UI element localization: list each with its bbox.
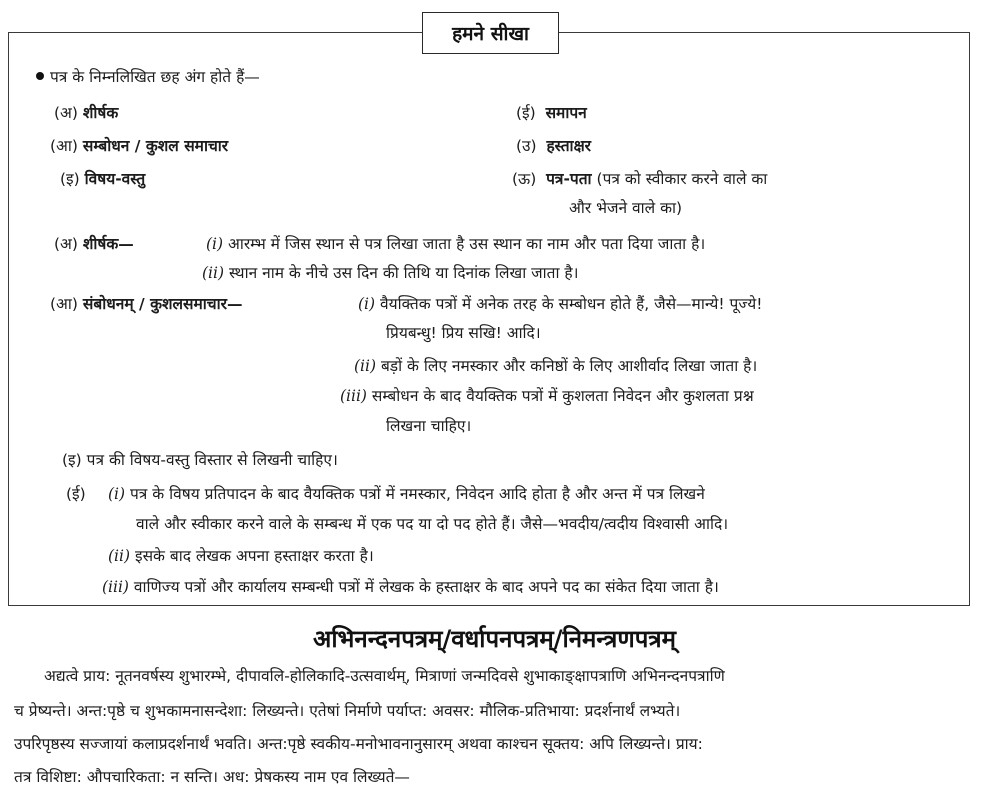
detail-heading: (आ) संबोधनम् / कुशलसमाचार— <box>50 295 243 313</box>
detail-point-cont: वाले और स्वीकार करने वाले के सम्बन्ध में एक पद या दो पद होते हैं। जैसे—भवदीय/त्वदीय विश्वासी आदि। <box>136 515 729 533</box>
detail-point: (iii) वाणिज्य पत्रों और कार्यालय सम्बन्धी पत्रों में लेखक के हस्ताक्षर के बाद अपने पद का संकेत दिया जाता है। <box>102 578 719 596</box>
paragraph-line: तत्र विशिष्टा: औपचारिकता: न सन्ति। अध: प्रेषकस्य नाम एव लिख्यते— <box>14 768 410 786</box>
paragraph-line: अद्यत्वे प्राय: नूतनवर्षस्य शुभारम्भे, दीपावलि-होलिकादि-उत्सवार्थम्, मित्राणां जन्मदिवसे शुभाकाङ्क्षापत्राणि अभिनन्दनपत्राणि <box>44 667 725 685</box>
part-item: (उ) हस्ताक्षर <box>516 137 592 155</box>
part-item: (अ) शीर्षक <box>54 104 119 122</box>
part-item-note-cont: और भेजने वाले का) <box>569 199 683 217</box>
detail-point-cont: प्रियबन्धु! प्रिय सखि! आदि। <box>386 324 541 342</box>
paragraph-line: च प्रेष्यन्ते। अन्त:पृष्ठे च शुभकामनासन्देशा: लिख्यन्ते। एतेषां निर्माणे पर्याप्त: अवसर: मौलिक-प्रतिभाया: प्रदर्शनार्थं लभ्यते। <box>14 702 681 720</box>
detail-heading: (ई) <box>66 485 86 503</box>
detail-point: (i) वैयक्तिक पत्रों में अनेक तरह के सम्बोधन होते हैं, जैसे—मान्ये! पूज्ये! <box>358 295 763 313</box>
detail-heading: (अ) शीर्षक— <box>54 235 134 253</box>
bullet-icon <box>36 72 44 80</box>
detail-point: (ii) स्थान नाम के नीचे उस दिन की तिथि या दिनांक लिखा जाता है। <box>202 264 579 282</box>
paragraph-line: उपरिपृष्ठस्य सज्जायां कलाप्रदर्शनार्थं भवति। अन्त:पृष्ठे स्वकीय-मनोभावनानुसारम् अथवा काश्चन सूक्तय: अपि लिख्यन्ते। प्राय: <box>14 735 703 753</box>
detail-point: (ii) इसके बाद लेखक अपना हस्ताक्षर करता है। <box>108 547 374 565</box>
part-item: (इ) विषय-वस्तु <box>60 170 146 188</box>
detail-point: (ii) बड़ों के लिए नमस्कार और कनिष्ठों के लिए आशीर्वाद लिखा जाता है। <box>354 357 758 375</box>
summary-box-title: हमने सीखा <box>422 12 559 54</box>
part-item: (ऊ) पत्र-पता (पत्र को स्वीकार करने वाले का <box>512 170 768 188</box>
detail-point: (i) पत्र के विषय प्रतिपादन के बाद वैयक्तिक पत्रों में नमस्कार, निवेदन आदि होता है और अन्त में पत्र लिखने <box>108 485 705 503</box>
section-heading: अभिनन्दनपत्रम्/वर्धापनपत्रम्/निमन्त्रणपत्रम् <box>312 625 676 653</box>
detail-point: (i) आरम्भ में जिस स्थान से पत्र लिखा जाता है उस स्थान का नाम और पता दिया जाता है। <box>206 235 706 253</box>
detail-point: (iii) सम्बोधन के बाद वैयक्तिक पत्रों में कुशलता निवेदन और कुशलता प्रश्न <box>340 387 754 405</box>
summary-intro: पत्र के निम्नलिखित छह अंग होते हैं— <box>36 67 260 87</box>
part-item: (आ) सम्बोधन / कुशल समाचार <box>50 137 229 155</box>
detail-point-cont: लिखना चाहिए। <box>386 417 472 435</box>
part-item: (ई) समापन <box>516 104 587 122</box>
detail-point: (इ) पत्र की विषय-वस्तु विस्तार से लिखनी चाहिए। <box>62 451 338 469</box>
